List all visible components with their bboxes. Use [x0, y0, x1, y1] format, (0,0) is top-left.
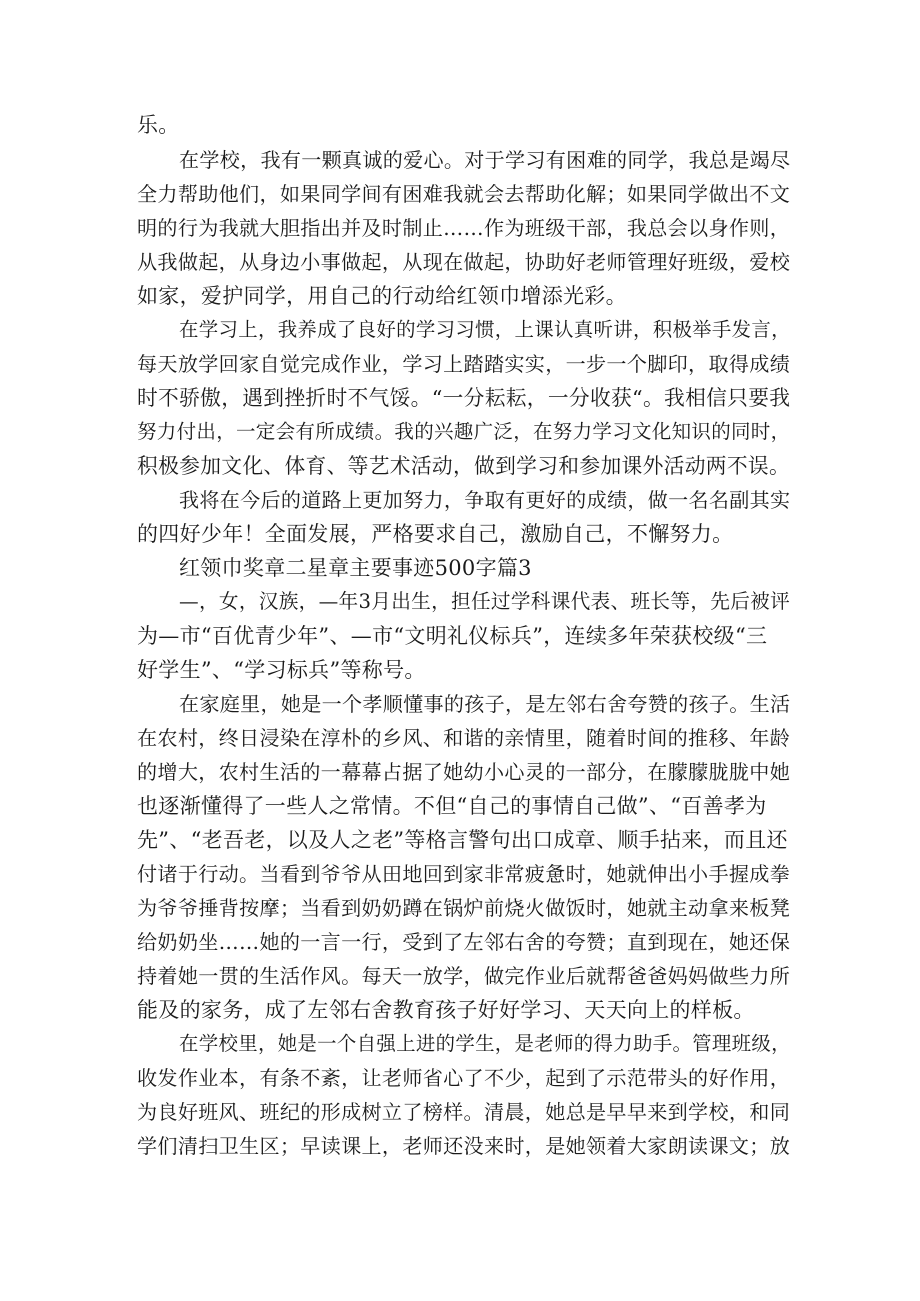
section-heading: 红领巾奖章二星章主要事迹500字篇3: [179, 556, 532, 580]
text-line: 从我做起，从身边小事做起，从现在做起，协助好老师管理好班级，爱校: [137, 250, 791, 274]
text-line: 我将在今后的道路上更加努力，争取有更好的成绩，做一名名副其实: [179, 488, 791, 512]
text-line: 给奶奶坐……她的一言一行，受到了左邻右舍的夸赞；直到现在，她还保: [137, 930, 791, 954]
text-line: 每天放学回家自觉完成作业，学习上踏踏实实，一步一个脚印，取得成绩: [137, 352, 791, 376]
text-line: 为—市“百优青少年”、—市“文明礼仪标兵”，连续多年荣获校级“三: [137, 624, 768, 648]
text-line: 在家庭里，她是一个孝顺懂事的孩子，是左邻右舍夸赞的孩子。生活: [179, 692, 791, 716]
text-line: 全力帮助他们，如果同学间有困难我就会去帮助化解；如果同学做出不文: [137, 182, 791, 206]
text-line: 学们清扫卫生区；早读课上，老师还没来时，是她领着大家朗读课文；放: [137, 1134, 791, 1158]
text-line: 明的行为我就大胆指出并及时制止……作为班级干部，我总会以身作则，: [137, 216, 791, 240]
text-line: 在农村，终日浸染在淳朴的乡风、和谐的亲情里，随着时间的推移、年龄: [137, 726, 791, 750]
text-line: 在学习上，我养成了良好的学习习惯，上课认真听讲，积极举手发言，: [179, 318, 791, 341]
text-line: 为良好班风、班纪的形成树立了榜样。清晨，她总是早早来到学校，和同: [137, 1100, 791, 1124]
text-line: 先”、“老吾老，以及人之老”等格言警句出口成章、顺手拈来，而且还: [137, 828, 788, 852]
text-line: 努力付出，一定会有所成绩。我的兴趣广泛，在努力学习文化知识的同时，: [137, 420, 791, 443]
text-line: —，女，汉族，—年3月出生，担任过学科课代表、班长等，先后被评: [179, 590, 791, 613]
text-line: 付诸于行动。当看到爷爷从田地回到家非常疲惫时，她就伸出小手握成拳: [137, 862, 791, 886]
text-line: 为爷爷捶背按摩；当看到奶奶蹲在锅炉前烧火做饭时，她就主动拿来板凳: [137, 896, 791, 920]
text-line: 好学生”、“学习标兵”等称号。: [137, 658, 426, 682]
text-line: 能及的家务，成了左邻右舍教育孩子好好学习、天天向上的样板。: [137, 998, 755, 1022]
text-line: 持着她一贯的生活作风。每天一放学，做完作业后就帮爸爸妈妈做些力所: [137, 964, 791, 988]
text-line: 的四好少年！全面发展，严格要求自己，激励自己，不懈努力。: [137, 522, 734, 546]
text-line: 的增大，农村生活的一幕幕占据了她幼小心灵的一部分，在朦朦胧胧中她: [137, 760, 791, 784]
text-line: 如家，爱护同学，用自己的行动给红领巾增添光彩。: [137, 284, 627, 308]
text-line: 时不骄傲，遇到挫折时不气馁。“一分耘耘，一分收获“。我相信只要我: [137, 386, 791, 410]
text-line: 在学校里，她是一个自强上进的学生，是老师的得力助手。管理班级，: [179, 1032, 791, 1055]
text-line: 也逐渐懂得了一些人之常情。不但“自己的事情自己做”、“百善孝为: [137, 794, 767, 818]
text-line: 在学校，我有一颗真诚的爱心。对于学习有困难的同学，我总是竭尽: [179, 148, 791, 172]
text-line: 乐。: [137, 113, 180, 137]
text-line: 积极参加文化、体育、等艺术活动，做到学习和参加课外活动两不误。: [137, 454, 791, 478]
text-line: 收发作业本，有条不紊，让老师省心了不少，起到了示范带头的好作用，: [137, 1066, 791, 1090]
